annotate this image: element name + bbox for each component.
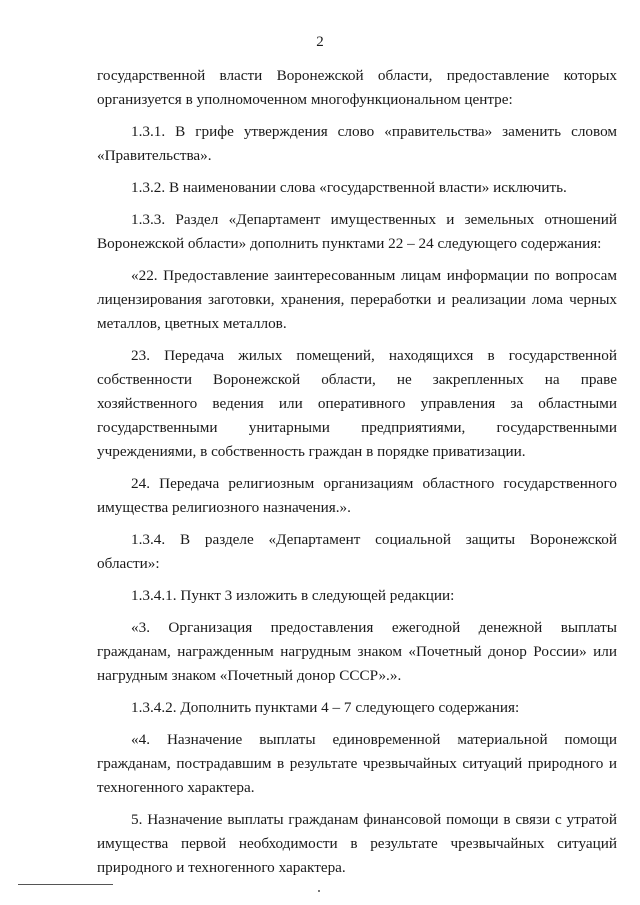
paragraph-item-23: 23. Передача жилых помещений, находящихся в государственной собственности Воронежской области, не закрепленных на праве хозяйственного ведения или оперативного управления за областными государственными унитарными предприятиями, государственными учреждениями, в собственность граждан в порядке приватизации. — [97, 347, 617, 460]
document-body — [97, 64, 617, 880]
paragraph-item-24: 24. Передача религиозным организациям областного государственного имущества религиозного назначения.». — [97, 475, 617, 516]
scan-speck — [318, 890, 320, 892]
paragraph-continuation: государственной власти Воронежской области, предоставление которых организуется в уполномоченном многофункциональном центре: — [97, 67, 617, 108]
paragraph-1-3-4: 1.3.4. В разделе «Департамент социальной защиты Воронежской области»: — [97, 531, 617, 572]
paragraph-1-3-3: 1.3.3. Раздел «Департамент имущественных и земельных отношений Воронежской области» дополнить пунктами 22 – 24 следующего содержания: — [97, 211, 617, 252]
paragraph-1-3-1: 1.3.1. В грифе утверждения слово «правительства» заменить словом «Правительства». — [97, 123, 617, 164]
paragraph-item-5: 5. Назначение выплаты гражданам финансовой помощи в связи с утратой имущества первой необходимости в результате чрезвычайных ситуаций природного и техногенного характера. — [97, 811, 617, 876]
footer-rule — [18, 884, 113, 885]
paragraph-1-3-4-1: 1.3.4.1. Пункт 3 изложить в следующей редакции: — [131, 587, 455, 604]
page-number: 2 — [316, 34, 324, 50]
paragraph-1-3-4-2: 1.3.4.2. Дополнить пунктами 4 – 7 следующего содержания: — [131, 699, 520, 716]
paragraph-item-22: «22. Предоставление заинтересованным лицам информации по вопросам лицензирования заготовки, хранения, переработки и реализации лома черных металлов, цветных металлов. — [97, 267, 617, 332]
paragraph-item-3: «3. Организация предоставления ежегодной денежной выплаты гражданам, награжденным нагрудным знаком «Почетный донор России» или нагрудным знаком «Почетный донор СССР».». — [97, 619, 617, 684]
paragraph-1-3-2: 1.3.2. В наименовании слова «государственной власти» исключить. — [131, 179, 567, 196]
paragraph-item-4: «4. Назначение выплаты единовременной материальной помощи гражданам, пострадавшим в результате чрезвычайных ситуаций природного и техногенного характера. — [97, 731, 617, 796]
